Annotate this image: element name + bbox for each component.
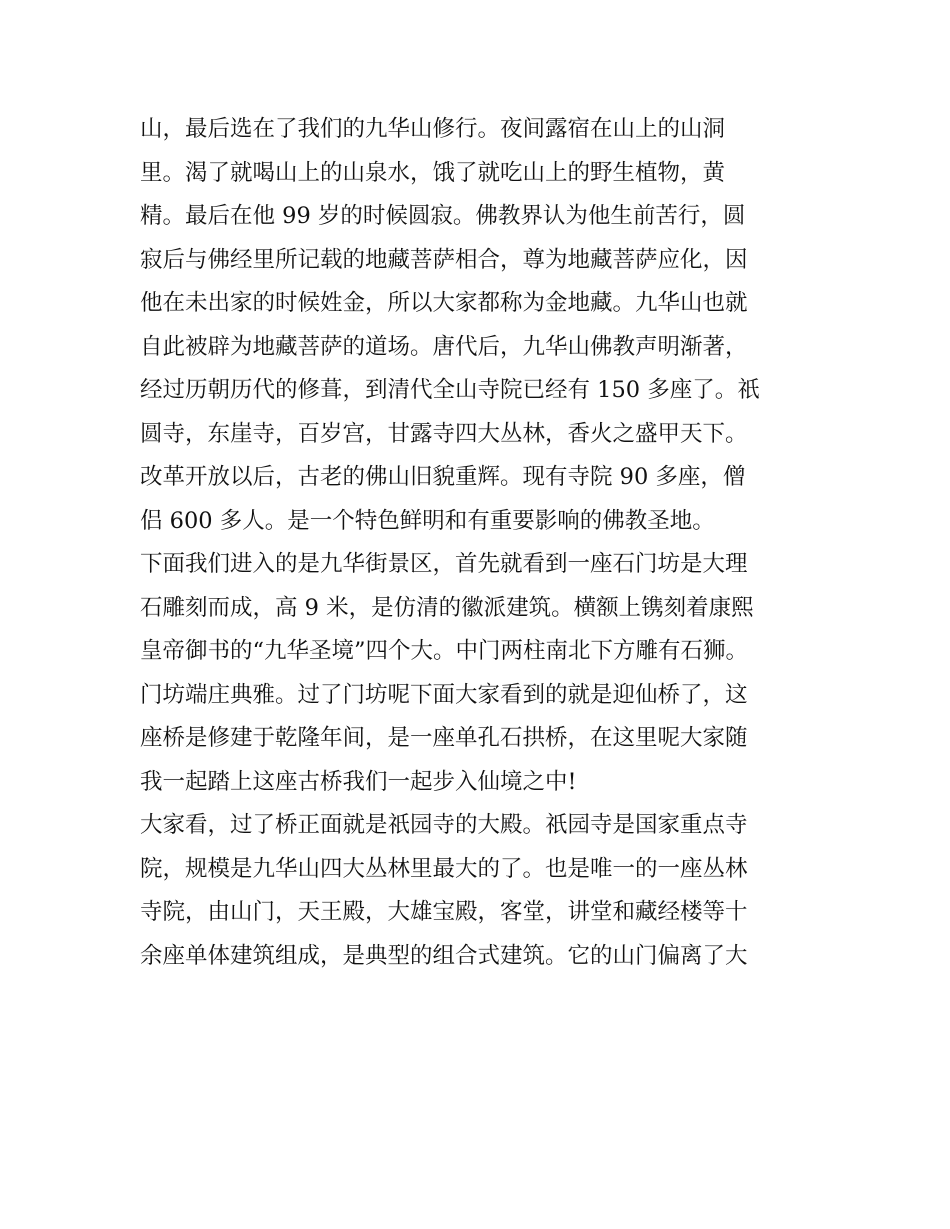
text-line-18: 院，规模是九华山四大丛林里最大的了。也是唯一的一座丛林 — [140, 855, 748, 882]
text-line-7: 经过历朝历代的修葺，到清代全山寺院已经有 150 多座了。祇 — [140, 377, 760, 403]
text-line-2: 里。渴了就喝山上的山泉水，饿了就吃山上的野生植物，黄 — [140, 159, 726, 186]
text-line-16: 我一起踏上这座古桥我们一起步入仙境之中! — [140, 768, 577, 795]
text-line-1: 山，最后选在了我们的九华山修行。夜间露宿在山上的山洞 — [140, 116, 726, 142]
text-line-6: 自此被辟为地藏菩萨的道场。唐代后，九华山佛教声明渐著， — [140, 333, 748, 360]
text-line-3: 精。最后在他 99 岁的时候圆寂。佛教界认为他生前苦行，圆 — [140, 203, 746, 229]
text-line-12: 石雕刻而成，高 9 米，是仿清的徽派建筑。横额上镌刻着康熙 — [140, 594, 754, 621]
text-line-17: 大家看，过了桥正面就是祇园寺的大殿。祇园寺是国家重点寺 — [140, 812, 748, 838]
text-line-14: 门坊端庄典雅。过了门坊呢下面大家看到的就是迎仙桥了，这 — [140, 681, 748, 708]
text-line-9: 改革开放以后，古老的佛山旧貌重辉。现有寺院 90 多座，僧 — [140, 464, 746, 490]
text-line-13: 皇帝御书的“九华圣境”四个大。中门两柱南北下方雕有石狮。 — [140, 638, 749, 664]
text-line-15: 座桥是修建于乾隆年间，是一座单孔石拱桥，在这里呢大家随 — [140, 725, 748, 751]
text-line-10: 侣 600 多人。是一个特色鲜明和有重要影响的佛教圣地。 — [140, 507, 715, 534]
text-line-4: 寂后与佛经里所记载的地藏菩萨相合，尊为地藏菩萨应化，因 — [140, 246, 748, 273]
text-line-11: 下面我们进入的是九华街景区，首先就看到一座石门坊是大理 — [140, 551, 748, 577]
text-line-20: 余座单体建筑组成，是典型的组合式建筑。它的山门偏离了大 — [140, 942, 748, 969]
document-body — [140, 108, 820, 978]
text-line-5: 他在未出家的时候姓金，所以大家都称为金地藏。九华山也就 — [140, 290, 748, 316]
text-line-8: 圆寺，东崖寺，百岁宫，甘露寺四大丛林，香火之盛甲天下。 — [140, 420, 748, 447]
text-line-19: 寺院，由山门，天王殿，大雄宝殿，客堂，讲堂和藏经楼等十 — [140, 899, 748, 925]
